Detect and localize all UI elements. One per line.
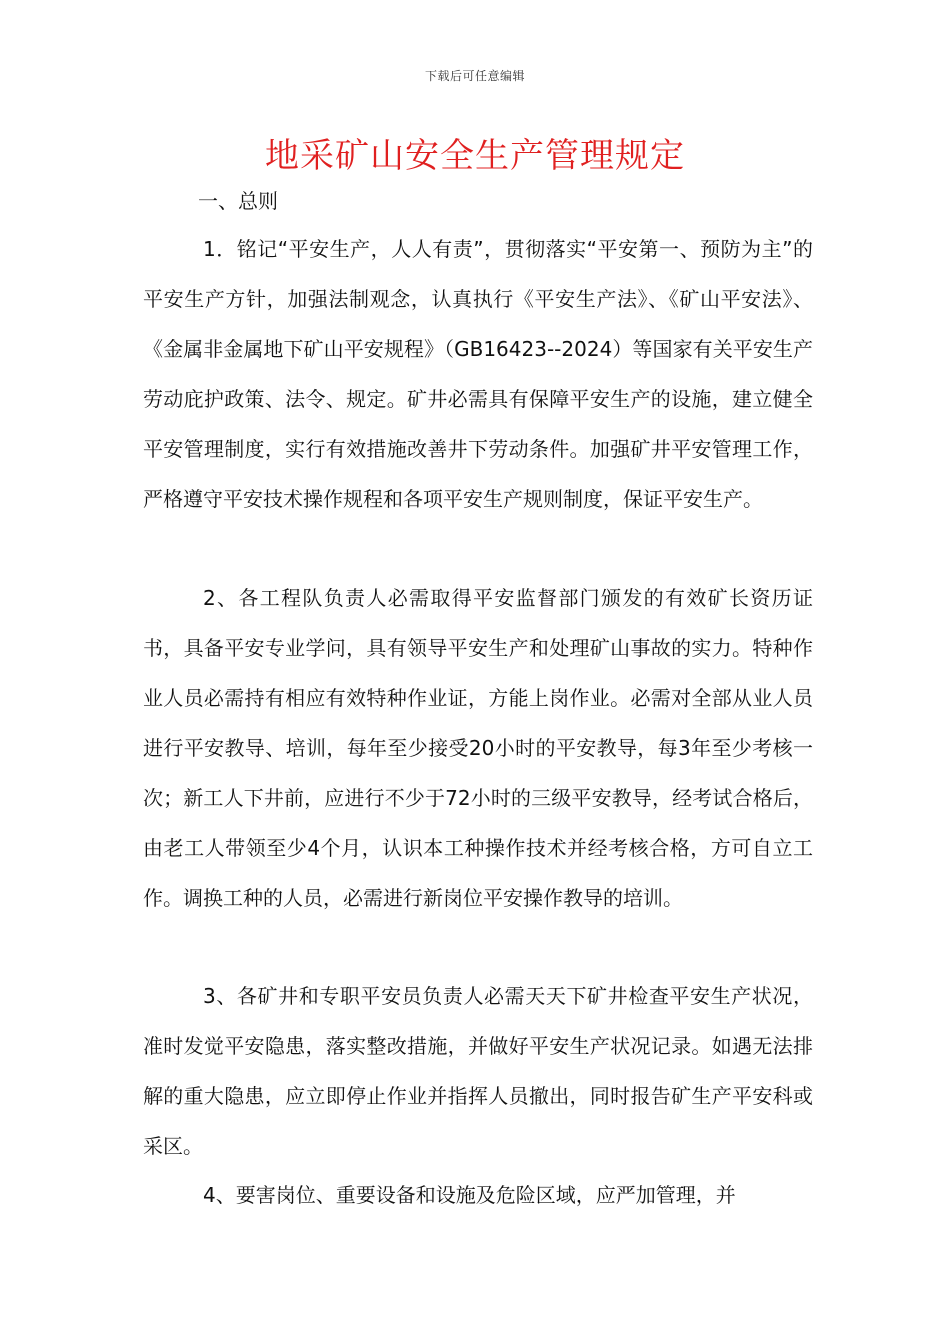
paragraph: 4、要害岗位、重要设备和设施及危险区域，应严加管理，并 (203, 1183, 736, 1207)
paragraph: 1．铭记“平安生产，人人有责”，贯彻落实“平安第一、预防为主”的平安生产方针，加强法制观念，认真执行《平安生产法》、《矿山平安法》、《金属非金属地下矿山平安规程》（GB16423--2024）等国家有关平安生产劳动庇护政策、法令、规定。矿井必需具有保障平安生产的设施，建立健全平安管理制度，实行有效措施改善井下劳动条件。加强矿井平安管理工作，严格遵守平安技术操作规程和各项平安生产规则制度，保证平安生产。 (143, 237, 813, 511)
document-body-part-2 (143, 573, 813, 923)
section-heading: 一、总则 (198, 189, 278, 213)
document-body-part-1 (143, 224, 813, 524)
document-body-part-3 (143, 971, 813, 1171)
paragraph: 2、各工程队负责人必需取得平安监督部门颁发的有效矿长资历证书，具备平安专业学问，具有领导平安生产和处理矿山事故的实力。特种作业人员必需持有相应有效特种作业证，方能上岗作业。必需对全部从业人员进行平安教导、培训，每年至少接受20小时的平安教导，每3年至少考核一次；新工人下井前，应进行不少于72小时的三级平安教导，经考试合格后，由老工人带领至少4个月，认识本工种操作技术并经考核合格，方可自立工作。调换工种的人员，必需进行新岗位平安操作教导的培训。 (143, 586, 813, 910)
document-title: 地采矿山安全生产管理规定 (265, 136, 685, 176)
document-body-part-4 (143, 1170, 813, 1220)
header-note: 下载后可任意编辑 (424, 69, 525, 83)
paragraph: 3、各矿井和专职平安员负责人必需天天下矿井检查平安生产状况，准时发觉平安隐患，落实整改措施，并做好平安生产状况记录。如遇无法排解的重大隐患，应立即停止作业并指挥人员撤出，同时报告矿生产平安科或采区。 (143, 984, 813, 1158)
